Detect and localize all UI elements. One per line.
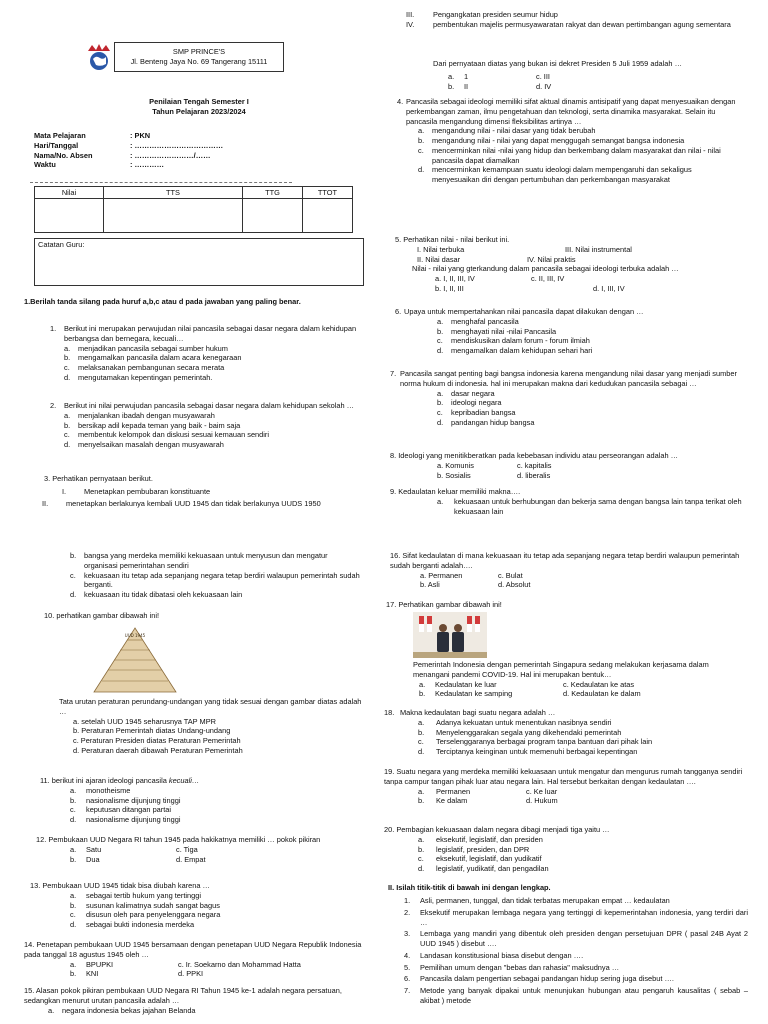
essay-item: 6. Pancasila dalam pengertian sebagai pandangan hidup sering juga disebut ….: [404, 974, 674, 984]
essay-item: 1. Asli, permanen, tunggal, dan tidak terbatas merupakan empat … kedaulatan: [404, 896, 670, 905]
essay-item: 2. Eksekutif merupakan lembaga negara yang tertinggi di kepemerintahan indonesia, yang terdiri dari …: [404, 907, 748, 927]
question-19: 19. Suatu negara yang merdeka memiliki kekuasaan untuk mengatur dan mengurus rumah tangganya sendiri tanpa campur tangan pihak luar atau negara lain. Hal tersebut berkaitan dengan kedaulatan …. a. Permanen c. Ke luar b. Ke dalam d. Hukum: [384, 767, 743, 806]
question-1: 1. Berikut ini merupakan perwujudan nilai pancasila sebagai dasar negara dalam kehidupan berbangsa dan bernegara, kecuali… a. menjadikan pancasila sebagai sumber hukum b. mengamalkan pancasila dalam acara kenegaraan c. melaksanakan pembangunan secara merata d. mengutamakan kepentingan pemerintah.: [50, 324, 357, 382]
question-10-stem: 10. perhatikan gambar dibawah ini!: [44, 611, 160, 620]
question-14: 14. Penetapan pembukaan UUD 1945 bersamaan dengan penetapan UUD Negara Republik Indonesia pada tanggal 18 agustus 1945 oleh … a. BPUPKI c. Ir. Soekarno dan Mohammad Hatta b. KNI d. PPKI: [24, 940, 362, 979]
question-9-options-continued: b. bangsa yang merdeka memiliki kekuasaan untuk menyusun dan mengatur organisasi pemerintahan sendiri c. kekuasaan itu tetap ada sepanjang negara tetap berdiri walaupun pemerintah sudah berganti. d. kekuasaan itu tidak dibatasi oleh kekuasaan lain: [70, 551, 360, 600]
essay-item: 4. Landasan konstitusional biasa disebut dengan ….: [404, 950, 584, 960]
question-11: 11. berikut ini ajaran ideologi pancasila kecuali… a. monotheisme b. nasionalisme dijunjung tinggi c. keputusan ditangan partai d. nasionalisme dijunjung tinggi: [40, 776, 200, 825]
essay-item: 5. Pemilihan umum dengan "bebas dan rahasia" maksudnya …: [404, 962, 620, 972]
question-20: 20. Pembagian kekuasaan dalam negara dibagi menjadi tiga yaitu … a. eksekutif, legislatif, dan presiden b. legislatif, presiden, dan DPR c. eksekutif, legislatif, dan yudikatif d. legislatif, yudikatif, dan pengadilan: [384, 825, 610, 874]
question-10: Tata urutan peraturan perundang-undangan yang tidak sesuai dengan gambar diatas adalah … a. setelah UUD 1945 seharusnya TAP MPR b. Peraturan Pemerintah diatas Undang-undang c. Peraturan Presiden diatas Peraturan Pemerintah d. Peraturan daerah dibawah Peraturan Pemerintah: [59, 697, 362, 755]
q3-ask: Dari pernyataan diatas yang bukan isi dekret Presiden 5 Juli 1959 adalah …: [433, 59, 682, 68]
section-2-instruction: II. Isilah titik-titik di bawah ini dengan lengkap.: [388, 883, 551, 892]
meta-name: Nama/No. Absen : ……………………/……: [34, 150, 211, 160]
question-17: Pemerintah Indonesia dengan pemerintah Singapura sedang melakukan kerjasama dalam menangani pandemi COVID-19. Hal ini merupakan bentuk… a. Kedaulatan ke luar c. Kedaulatan ke atas b. Kedaulatan ke samping d. Kedaulatan ke dalam: [413, 660, 709, 699]
school-logo: [84, 42, 114, 72]
section-1-instruction: 1.Berilah tanda silang pada huruf a,b,c atau d pada jawaban yang paling benar.: [24, 297, 301, 306]
question-16: 16. Sifat kedaulatan di mana kekuasaan itu tetap ada sepanjang negara tetap berdiri walaupun pemerintah sudah berganti adalah…. a. Permanen c. Bulat b. Asli d. Absolut: [390, 551, 740, 590]
score-table: Nilai TTS TTG TTOT: [34, 186, 353, 233]
q3-options: a. 1 c. III b. II d. IV: [448, 72, 552, 91]
question-4: 4. Pancasila sebagai ideologi memiliki sifat aktual dinamis antisipatif yang dapat menyesuaikan dengan perkembangan zaman, ilmu pengetahuan dan teknologi, serta dinamika masyarakat. Selain itu pancasila mengandung dimensi fleksibilitas artinya … a. mengandung nilai - nilai dasar yang tidak berubah b. mengandung nilai - nilai yang dapat menggugah semangat bangsa indonesia c. mencerminkan nilai -nilai yang hidup dan berkembang dalam masyarakat dan nilai - nilai pancasila dapat diamalkan d. mencerminkan kemampuan suatu ideologi dalam mempengaruhi dan sekaligus menyesuaikan diri dengan pertumbuhan dan perkembangan masyarakat: [397, 97, 736, 185]
school-header-box: [114, 42, 284, 72]
score-cell[interactable]: [35, 199, 104, 233]
question-5: 5. Perhatikan nilai - nilai berikut ini. I. Nilai terbuka III. Nilai instrumental II. Nilai dasar IV. Nilai praktis Nilai - nilai yang gterkandung dalam pancasila sebagai ideologi terbuka adalah … a. I, II, III, IV c. II, III, IV b. I, II, III d. I, III, IV: [395, 235, 679, 293]
question-6: 6. Upaya untuk mempertahankan nilai pancasila dapat dilakukan dengan … a. menghafal pancasila b. menghayati nilai -nilai Pancasila c. mendiskusikan dalam forum - forum ilmiah d. mengamalkan dalam kehidupan sehari hari: [395, 307, 644, 356]
question-15: 15. Alasan pokok pikiran pembukaan UUD Negara RI Tahun 1945 ke-1 adalah negara persatuan, sedangkan menurut urutan pancasila adalah … a. negara indonesia bekas jajahan Belanda: [24, 986, 342, 1015]
q3-items-continued: III. Pengangkatan presiden seumur hidup IV. pembentukan majelis permusyawaratan rakyat dan dewan pertimbangan agung sementara: [406, 10, 731, 29]
law-hierarchy-pyramid: [92, 626, 178, 697]
question-17-stem: 17. Perhatikan gambar dibawah ini!: [386, 600, 502, 609]
question-12: 12. Pembukaan UUD Negara RI tahun 1945 pada hakikatnya memiliki … pokok pikiran a. Satu c. Tiga b. Dua d. Empat: [36, 835, 321, 864]
score-cell[interactable]: [104, 199, 243, 233]
meta-subject: Mata Pelajaran : PKN: [34, 131, 151, 140]
essay-list: [404, 896, 748, 1006]
q3-item-i: I. Menetapkan pembubaran konstituante: [62, 487, 211, 496]
teacher-note-box: Catatan Guru:: [34, 238, 364, 286]
meeting-photo: [413, 612, 487, 658]
meta-date: Hari/Tanggal : ………………………………: [34, 140, 224, 150]
school-name: SMP PRINCE'S: [172, 47, 226, 57]
exam-meta: [34, 131, 223, 170]
question-8: 8. Ideologi yang menitikberatkan pada kebebasan individu atau perseorangan adalah … a. Komunis c. kapitalis b. Sosialis d. liberalis: [390, 451, 679, 480]
exam-title: Penilaian Tengah Semester I Tahun Pelajaran 2023/2024: [149, 97, 249, 116]
question-9: 9. Kedaulatan keluar memiliki makna…. a. kekuasaan untuk berhubungan dan bekerja sama dengan bangsa lain tanpa terikat oleh kekuasaan lain: [390, 487, 742, 516]
essay-item: 7. Metode yang banyak dipakai untuk menunjukan hubungan atau pengaruh kausalitas ( sebab – akibat ) metode: [404, 986, 748, 1005]
question-3-stem: 3. Perhatikan pernyataan berikut.: [44, 474, 153, 483]
q3-item-ii: II. menetapkan berlakunya kembali UUD 1945 dan tidak berlakunya UUDS 1950: [42, 499, 321, 508]
pyramid-label: UUD 1945: [124, 633, 146, 638]
question-13: 13. Pembukaan UUD 1945 tidak bisa diubah karena … a. sebagai tertib hukum yang tertinggi b. susunan kalimatnya sudah sangat bagus c. disusun oleh para penyelenggara negara d. sebagai bukti indonesia merdeka: [30, 881, 221, 930]
header-separator: [30, 182, 292, 183]
meta-time: Waktu : …………: [34, 160, 165, 170]
school-address: Jl. Benteng Jaya No. 69 Tangerang 15111: [130, 57, 268, 66]
question-18: 18. Makna kedaulatan bagi suatu negara adalah … a. Adanya kekuatan untuk menentukan nasibnya sendiri b. Menyelenggarakan segala yang dikehendaki pemerintah c. Terselenggaranya berbagai program tanpa bantuan dari pihak lain d. Terciptanya keinginan untuk memenuhi berbagai kepentingan: [384, 708, 653, 757]
score-cell[interactable]: [303, 199, 353, 233]
question-7: 7. Pancasila sangat penting bagi bangsa indonesia karena mengandung nilai dasar yang menjadi sumber norma hukum di indonesia. hal ini merupakan makna dari kedudukan pancasila sebagai … a. dasar negara b. ideologi negara c. kepribadian bangsa d. pandangan hidup bangsa: [390, 369, 737, 427]
score-cell[interactable]: [243, 199, 303, 233]
essay-item: 3. Lembaga yang mandiri yang dibentuk oleh presiden dengan persetujuan DPR ( pasal 24B Ayat 2 UUD 1945 ) disebut ….: [404, 929, 748, 949]
question-2: 2. Berikut ini nilai perwujudan pancasila sebagai dasar negara dalam kehidupan sekolah … a. menjalankan ibadah dengan musyawarah b. bersikap adil kepada teman yang baik - baim saja c. membentuk kelompok dan diskusi sesuai kemauan sendiri d. menyelsaikan masalah dengan musyawarah: [50, 401, 355, 450]
